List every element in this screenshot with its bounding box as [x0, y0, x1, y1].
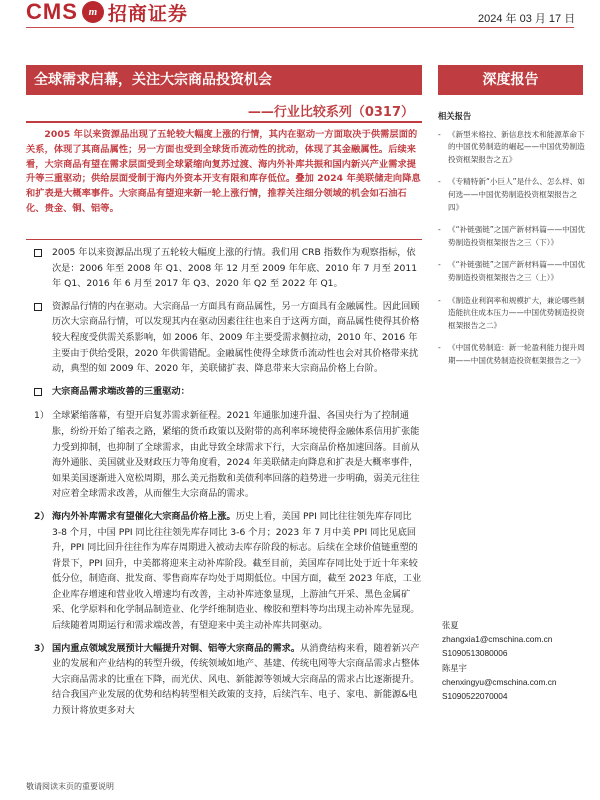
report-series: ——行业比较系列（0317）	[247, 105, 414, 120]
driver-text: 全球紧缩落幕，有望开启复苏需求新征程。2021 年通胀加速升温、各国央行为了控制通胀，纷纷开始了缩表之路，紧缩的货币政策以及附带的高利率环境使得金融体系信用扩张能力受到抑制，也抑制了全球需求，由此导致全球需求下行，大宗商品价格加速回落。目前从海外通胀、美国就业及财政压力等角度看，2024 年美联储走向降息和扩表是大概率事件，如果美国逐渐进入宽松周期，那么美元指数和美债利率回落的趋势进一步明确，弱美元往往对应着全球需求改善，从而催生大宗商品的需求。	[52, 410, 420, 500]
related-report-title: 《“补链强链”之国产新材料篇——中国优势制造投资框架报告之三（下）》	[448, 225, 585, 247]
driver-number: 1）	[34, 410, 50, 422]
driver-body: 历史上看，美国 PPI 同比往往领先库存同比 3-8 个月，中国 PPI 同比往往领先库存同比 3-6 个月；2023 年 7 月中美 PPI 同比见底回升，PPI 同比回升往往作为库存周期进入被动去库存阶段的标志。后续在全球价值链重塑的背景下，PPI 回升，中美都将迎来主动补库阶段。截至目前，美国库存同比处于近十年来较低分位，制造商、批发商、零售商库存均处于周期低位。中国方面，截至 2023 年底，工业企业库存增速和营业收入增速均有改善，主动补库迹象显现，上游油气开采、黑色金属矿采、化学原料和化学制品制造业、化学纤维制造业、橡胶和塑料等均出现主动补库先显现。后续随着周期运行和需求端改善，有望迎来中美主动补库共同驱动。	[52, 510, 422, 632]
author-cert-id: S1090522070004	[442, 691, 508, 702]
driver-item	[26, 509, 422, 634]
author-name: 陈星宇	[442, 662, 467, 673]
author-name: 张夏	[442, 620, 459, 630]
summary-divider	[26, 239, 422, 240]
footer-note: 敬请阅读末页的重要说明	[26, 782, 114, 791]
author-email[interactable]: zhangxia1@cmschina.com.cn	[442, 634, 553, 645]
report-title: 全球需求启幕，关注大宗商品投资机会	[26, 65, 422, 95]
related-report-item[interactable]: - 《制造业利润率和规模扩大，兼论哪些制造能抗住成本压力——中国优势制造投资框架报告之二》	[438, 295, 588, 333]
related-report-title: 《中国优势制造：新一轮盈利能力提升周期——中国优势制造投资框架报告之一》	[448, 343, 585, 365]
related-report-item[interactable]: - 《新型米格拉、新信息技术和能源革命下的中国优势制造的崛起——中国优势制造投资框架报告之五》	[438, 129, 588, 167]
title-divider	[26, 121, 422, 123]
related-report-item[interactable]: - 《“补链强链”之国产新材料篇——中国优势制造投资框架报告之三（上）》	[438, 259, 588, 284]
logo-cn: 招商证券	[107, 2, 188, 25]
report-date: 2024 年 03 月 17 日	[478, 13, 576, 25]
summary-paragraph: 2005 年以来资源品出现了五轮较大幅度上涨的行情，其内在驱动一方面取决于供需层面的关系，体现了其商品属性；另一方面也受到全球货币流动性的扰动，体现了其金融属性。后续来看，大宗商品有望在需求层面受到全球紧缩向复苏过渡、海内外补库共振和国内新兴产业需求提升等三重驱动；供给层面受制于海内外资本开支有限和库存低位。叠加 2024 年美联储走向降息和扩表是大概率事件。大宗商品有望迎来新一轮上涨行情，推荐关注细分领域的机会如石油石化、贵金、铜、铝等。	[26, 129, 421, 214]
author-cert-id: S1090513080006	[442, 648, 508, 659]
report-type-badge: 深度报告	[438, 65, 583, 95]
driver-text	[52, 641, 422, 719]
driver-lead: 海内外补库需求有望催化大宗商品价格上涨。	[52, 510, 236, 522]
related-report-title: 《专精特新“小巨人”是什么、怎么样、如何选——中国优势制造投资框架报告之四》	[448, 177, 585, 212]
paragraph-text: 2005 年以来资源品出现了五轮较大幅度上涨的行情。我们用 CRB 指数作为观察指标，依次是：2006 年至 2008 年 Q1、2008 年 12 月至 2009 年年底、2010 年 7 月至 2011 年 Q1、2016 年 6 月至 2017 年 Q3、2020 年 Q2 至 2022 年 Q1。	[52, 247, 418, 290]
section-heading: 大宗商品需求端改善的三重驱动：	[52, 385, 190, 397]
related-report-item[interactable]: - 《中国优势制造：新一轮盈利能力提升周期——中国优势制造投资框架报告之一》	[438, 342, 588, 367]
logo-en: CMS	[26, 0, 78, 24]
driver-number: 2）	[34, 510, 50, 522]
author-email[interactable]: chenxingyu@cmschina.com.cn	[442, 676, 557, 687]
square-bullet-icon	[34, 303, 42, 311]
driver-item	[26, 408, 422, 502]
company-logo	[26, 0, 188, 24]
body-paragraph	[26, 299, 422, 377]
driver-item	[26, 641, 422, 719]
square-bullet-icon	[34, 388, 42, 396]
square-bullet-icon	[34, 249, 42, 257]
related-report-item[interactable]: - 《“补链强链”之国产新材料篇——中国优势制造投资框架报告之三（下）》	[438, 224, 588, 249]
body-paragraph	[26, 245, 422, 292]
section-heading-row	[26, 384, 422, 402]
related-report-title: 《制造业利润率和规模扩大，兼论哪些制造能抗住成本压力——中国优势制造投资框架报告之二》	[448, 295, 585, 330]
driver-lead: 国内重点领域发展预计大幅提升对铜、铝等大宗商品的需求。	[52, 642, 301, 654]
main-body	[26, 245, 422, 719]
driver-number: 3）	[34, 642, 50, 654]
sidebar-related-reports	[438, 110, 588, 378]
paragraph-text: 资源品行情的内在驱动。大宗商品一方面具有商品属性，另一方面具有金融属性。因此回顾历次大宗商品行情，可以发现其内在驱动因素往往也来自于这两方面，商品属性使得其价格较大程度受供需关系影响，如 2006 年、2009 年主要受需求侧拉动，2010 年、2016 年主要由于供给受限，2020 年供需错配。金融属性使得全球货币流动性也会对其价格带来扰动，典型的如 2009 年、2020 年，美联储扩表、降息带来大宗商品价格上台阶。	[52, 300, 420, 375]
related-report-title: 《“补链强链”之国产新材料篇——中国优势制造投资框架报告之三（上）》	[448, 260, 585, 282]
author-info	[442, 618, 587, 703]
related-report-title: 《新型米格拉、新信息技术和能源革命下的中国优势制造的崛起——中国优势制造投资框架报告之五》	[448, 129, 585, 164]
logo-mark-icon: m	[82, 1, 104, 23]
driver-body: 从消费结构来看，随着新兴产业的发展和产业结构的转型升级，传统领域如地产、基建、传统电网等大宗商品需求占整体大宗商品需求的比重在下降，而光伏、风电、新能源等领域大宗商品的需求占比逐渐提升。结合我国产业发展的优势和结构转型相关政策的支持，后续汽车、电子、家电、新能源&电力预计将放更多对大	[52, 642, 420, 717]
header-divider	[26, 27, 574, 28]
driver-text	[52, 509, 422, 634]
related-reports-label: 相关报告	[438, 111, 472, 121]
related-report-item[interactable]: - 《专精特新“小巨人”是什么、怎么样、如何选——中国优势制造投资框架报告之四》	[438, 176, 588, 214]
